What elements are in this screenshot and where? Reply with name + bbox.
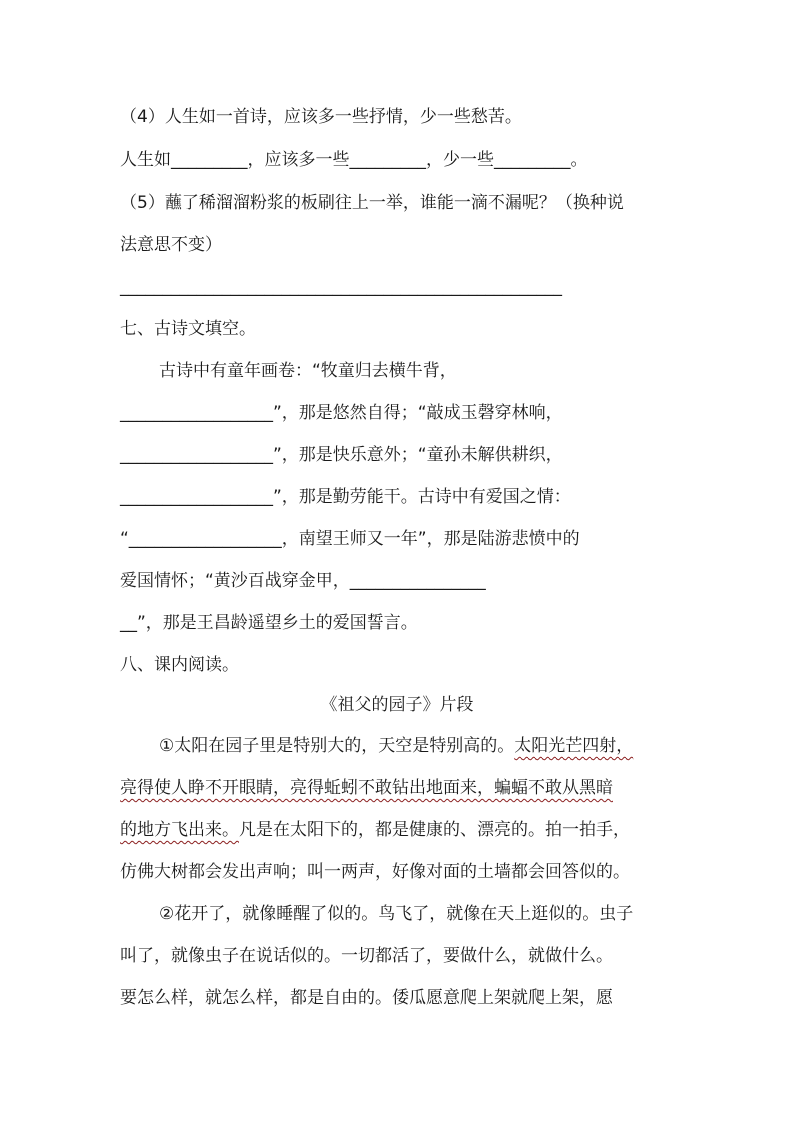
question-5-answer-line: ____________________________________________________ [120,277,562,297]
paragraph-1-line2 [120,778,613,798]
section-7-heading: 七、古诗文填空。 [120,319,256,339]
paragraph-2-line1: ②花开了，就像睡醒了似的。鸟飞了，就像在天上逛似的。虫子 [159,904,634,924]
wavy-underlined-text: 的地方飞出来。 [120,820,239,840]
question-5-prompt-line2: 法意思不变） [120,235,222,255]
paragraph-1-line1 [159,736,633,756]
paragraph-2-line2: 叫了，就像虫子在说话似的。一切都活了，要做什么，就做什么。 [120,946,613,966]
paragraph-1-line3 [120,820,630,840]
paragraph-2-line3: 要怎么样，就怎么样，都是自由的。倭瓜愿意爬上架就爬上架，愿 [120,988,613,1008]
poem-fill-line: “__________________，南望王师又一年”，那是陆游悲愤中的 [120,529,580,549]
poem-fill-line: 爱国情怀；“黄沙百战穿金甲，________________ [120,571,486,591]
question-5-prompt-line1: （5）蘸了稀溜溜粉浆的板刷往上一举，谁能一滴不漏呢？（换种说 [120,193,624,213]
poem-fill-line: __________________”，那是悠然自得；“敲成玉磬穿林响， [120,403,563,423]
passage-title: 《祖父的园子》片段 [320,695,474,715]
wavy-underlined-text: 太阳光芒四射， [514,736,634,756]
poem-fill-line: __________________”，那是勤劳能干。古诗中有爱国之情： [120,487,571,507]
plain-text: ①太阳在园子里是特别大的，天空是特别高的。 [159,736,515,756]
question-4-prompt: （4）人生如一首诗，应该多一些抒情，少一些愁苦。 [120,107,522,127]
poem-fill-line: __________________”，那是快乐意外；“童孙未解供耕织， [120,445,563,465]
question-4-answer: 人生如_________，应该多一些_________，少一些_________。 [120,150,588,170]
plain-text: 凡是在太阳下的，都是健康的、漂亮的。拍一拍手， [239,820,630,840]
paragraph-1-line4: 仿佛大树都会发出声响；叫一两声，好像对面的土墙都会回答似的。 [120,862,630,882]
section-8-heading: 八、课内阅读。 [120,655,239,675]
poem-fill-line: __”，那是王昌龄遥望乡土的爱国誓言。 [120,613,418,633]
wavy-underlined-text: 亮得使人睁不开眼睛，亮得蚯蚓不敢钻出地面来，蝙蝠不敢从黑暗 [120,778,613,798]
poem-fill-line: 古诗中有童年画卷：“牧童归去横牛背， [159,361,457,381]
